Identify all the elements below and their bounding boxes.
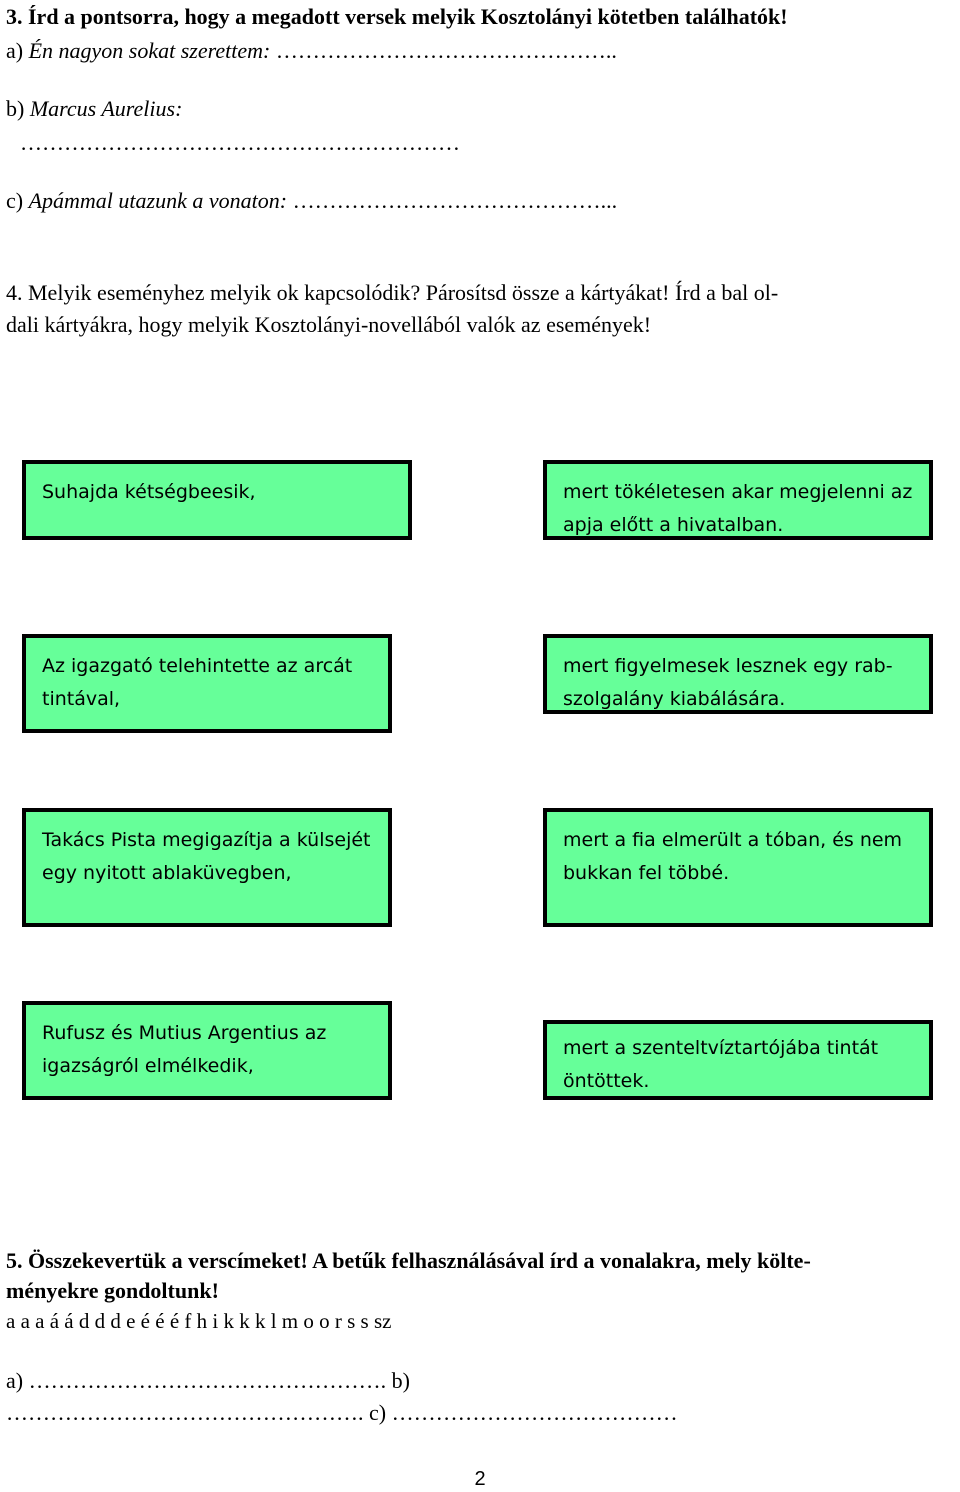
task3-item-b [6,96,182,122]
task3-item-a [6,38,617,64]
reason-card-4-line1: mert a szenteltvíztartójába tintát [563,1037,879,1059]
reason-card-2 [543,634,933,714]
event-card-4-line1: Rufusz és Mutius Argentius az [42,1022,327,1044]
task5-answer-line1: a) …………………………………………. b) [6,1368,410,1393]
event-card-2-line1: Az igazgató telehintette az arcát [42,655,353,677]
reason-card-3-line1: mert a fia elmerült a tóban, és nem [563,829,903,851]
event-card-3 [22,808,392,927]
task5-letters: a a a á á d d d e é é é f h i k k k l m o o r s s sz [6,1309,392,1333]
reason-card-4-line2: öntöttek. [563,1070,650,1092]
task3-c-answer-line: ……………………………………... [287,188,618,213]
task5-title-line1: 5. Összekevertük a verscímeket! A betűk felhasználásával írd a vonalakra, mely költe- [6,1248,811,1273]
event-card-2 [22,634,392,733]
page-number: 2 [474,1468,486,1490]
reason-card-3 [543,808,933,927]
reason-card-1-line1: mert tökéletesen akar megjelenni az [563,481,913,503]
task3-b-title: Marcus Aurelius: [29,96,183,121]
event-card-3-line1: Takács Pista megigazítja a külsejét [42,829,371,851]
task3-title: 3. Írd a pontsorra, hogy a megadott versek melyik Kosztolányi kötetben találhatók! [6,4,788,29]
task3-c-title: Apámmal utazunk a vonaton: [28,188,288,213]
task3-a-title: Én nagyon sokat szerettem: [28,38,271,63]
task3-item-c [6,188,617,214]
task3-a-answer-line: ……………………………………….. [270,38,617,63]
task3-a-prefix: a) [6,38,29,63]
task4-title-line2: dali kártyákra, hogy melyik Kosztolányi-novellából valók az események! [6,312,652,337]
reason-card-1 [543,460,933,540]
event-card-2-line2: tintával, [42,688,121,710]
event-card-4-line2: igazságról elmélkedik, [42,1055,254,1077]
task5-title-line2: ményekre gondoltunk! [6,1278,219,1303]
event-card-1 [22,460,412,540]
task3-b-answer-line: …………………………………………………… [20,130,460,155]
task3-b-prefix: b) [6,96,30,121]
event-card-3-line2: egy nyitott ablaküvegben, [42,862,292,884]
reason-card-3-line2: bukkan fel többé. [563,862,730,884]
reason-card-1-line2: apja előtt a hivatalban. [563,514,784,536]
reason-card-2-line2: szolgalány kiabálására. [563,688,786,710]
reason-card-2-line1: mert figyelmesek lesznek egy rab- [563,655,893,677]
event-card-4 [22,1001,392,1100]
task5-answer-line2: …………………………………………. c) ………………………………… [6,1400,678,1425]
task3-c-prefix: c) [6,188,29,213]
reason-card-4 [543,1020,933,1100]
event-card-1-line1: Suhajda kétségbeesik, [42,481,256,503]
task4-title-line1: 4. Melyik eseményhez melyik ok kapcsolódik? Párosítsd össze a kártyákat! Írd a bal ol- [6,280,779,305]
